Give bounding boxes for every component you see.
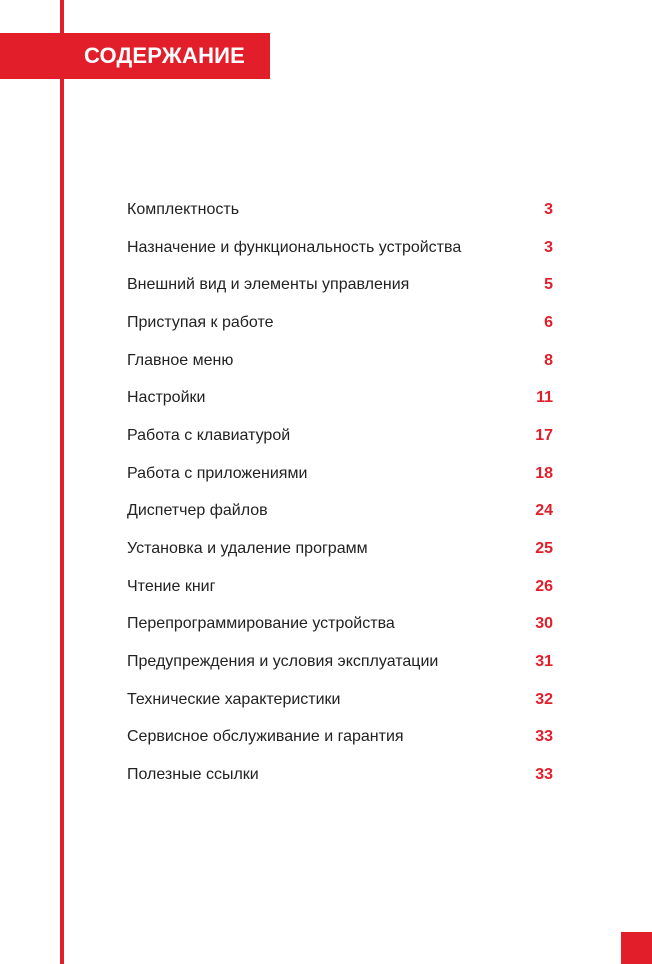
title-banner <box>0 33 270 79</box>
toc-item-title: Работа с клавиатурой <box>127 426 291 444</box>
toc-item-title: Работа с приложениями <box>127 464 308 482</box>
table-of-contents <box>127 191 553 794</box>
toc-item-title: Главное меню <box>127 351 234 369</box>
toc-row[interactable] <box>127 304 553 342</box>
toc-row[interactable] <box>127 681 553 719</box>
toc-item-title: Диспетчер файлов <box>127 502 268 520</box>
toc-item-title: Полезные ссылки <box>127 766 259 784</box>
toc-item-page: 8 <box>544 351 553 369</box>
toc-row[interactable] <box>127 719 553 757</box>
toc-item-page: 3 <box>544 238 553 256</box>
toc-row[interactable] <box>127 455 553 493</box>
page-corner-marker <box>621 932 652 964</box>
margin-line <box>60 0 64 964</box>
toc-item-title: Технические характеристики <box>127 690 341 708</box>
toc-item-page: 18 <box>535 464 553 482</box>
toc-item-page: 3 <box>544 200 553 218</box>
toc-item-title: Внешний вид и элементы управления <box>127 276 410 294</box>
toc-row[interactable] <box>127 643 553 681</box>
page-title: СОДЕРЖАНИЕ <box>84 43 246 68</box>
toc-item-page: 24 <box>535 502 553 520</box>
toc-item-title: Чтение книг <box>127 577 216 595</box>
toc-row[interactable] <box>127 606 553 644</box>
toc-item-page: 26 <box>535 577 553 595</box>
toc-row[interactable] <box>127 191 553 229</box>
toc-item-title: Установка и удаление программ <box>127 540 368 558</box>
toc-item-page: 25 <box>535 540 553 558</box>
toc-item-page: 30 <box>535 615 553 633</box>
toc-item-page: 6 <box>544 313 553 331</box>
toc-row[interactable] <box>127 229 553 267</box>
toc-item-title: Настройки <box>127 389 206 407</box>
toc-item-page: 17 <box>535 426 553 444</box>
toc-row[interactable] <box>127 417 553 455</box>
toc-item-title: Предупреждения и условия эксплуатации <box>127 653 439 671</box>
toc-item-page: 31 <box>535 653 553 671</box>
toc-item-title: Приступая к работе <box>127 313 274 331</box>
toc-item-page: 5 <box>544 276 553 294</box>
toc-row[interactable] <box>127 342 553 380</box>
toc-item-title: Перепрограммирование устройства <box>127 615 395 633</box>
toc-item-title: Сервисное обслуживание и гарантия <box>127 728 404 746</box>
toc-item-page: 33 <box>535 728 553 746</box>
toc-row[interactable] <box>127 379 553 417</box>
toc-item-page: 11 <box>536 389 553 407</box>
toc-item-page: 32 <box>535 690 553 708</box>
toc-row[interactable] <box>127 568 553 606</box>
toc-item-title: Комплектность <box>127 200 240 218</box>
toc-item-title: Назначение и функциональность устройства <box>127 238 462 256</box>
toc-row[interactable] <box>127 266 553 304</box>
toc-item-page: 33 <box>535 766 553 784</box>
toc-row[interactable] <box>127 530 553 568</box>
toc-row[interactable] <box>127 756 553 794</box>
toc-row[interactable] <box>127 493 553 531</box>
